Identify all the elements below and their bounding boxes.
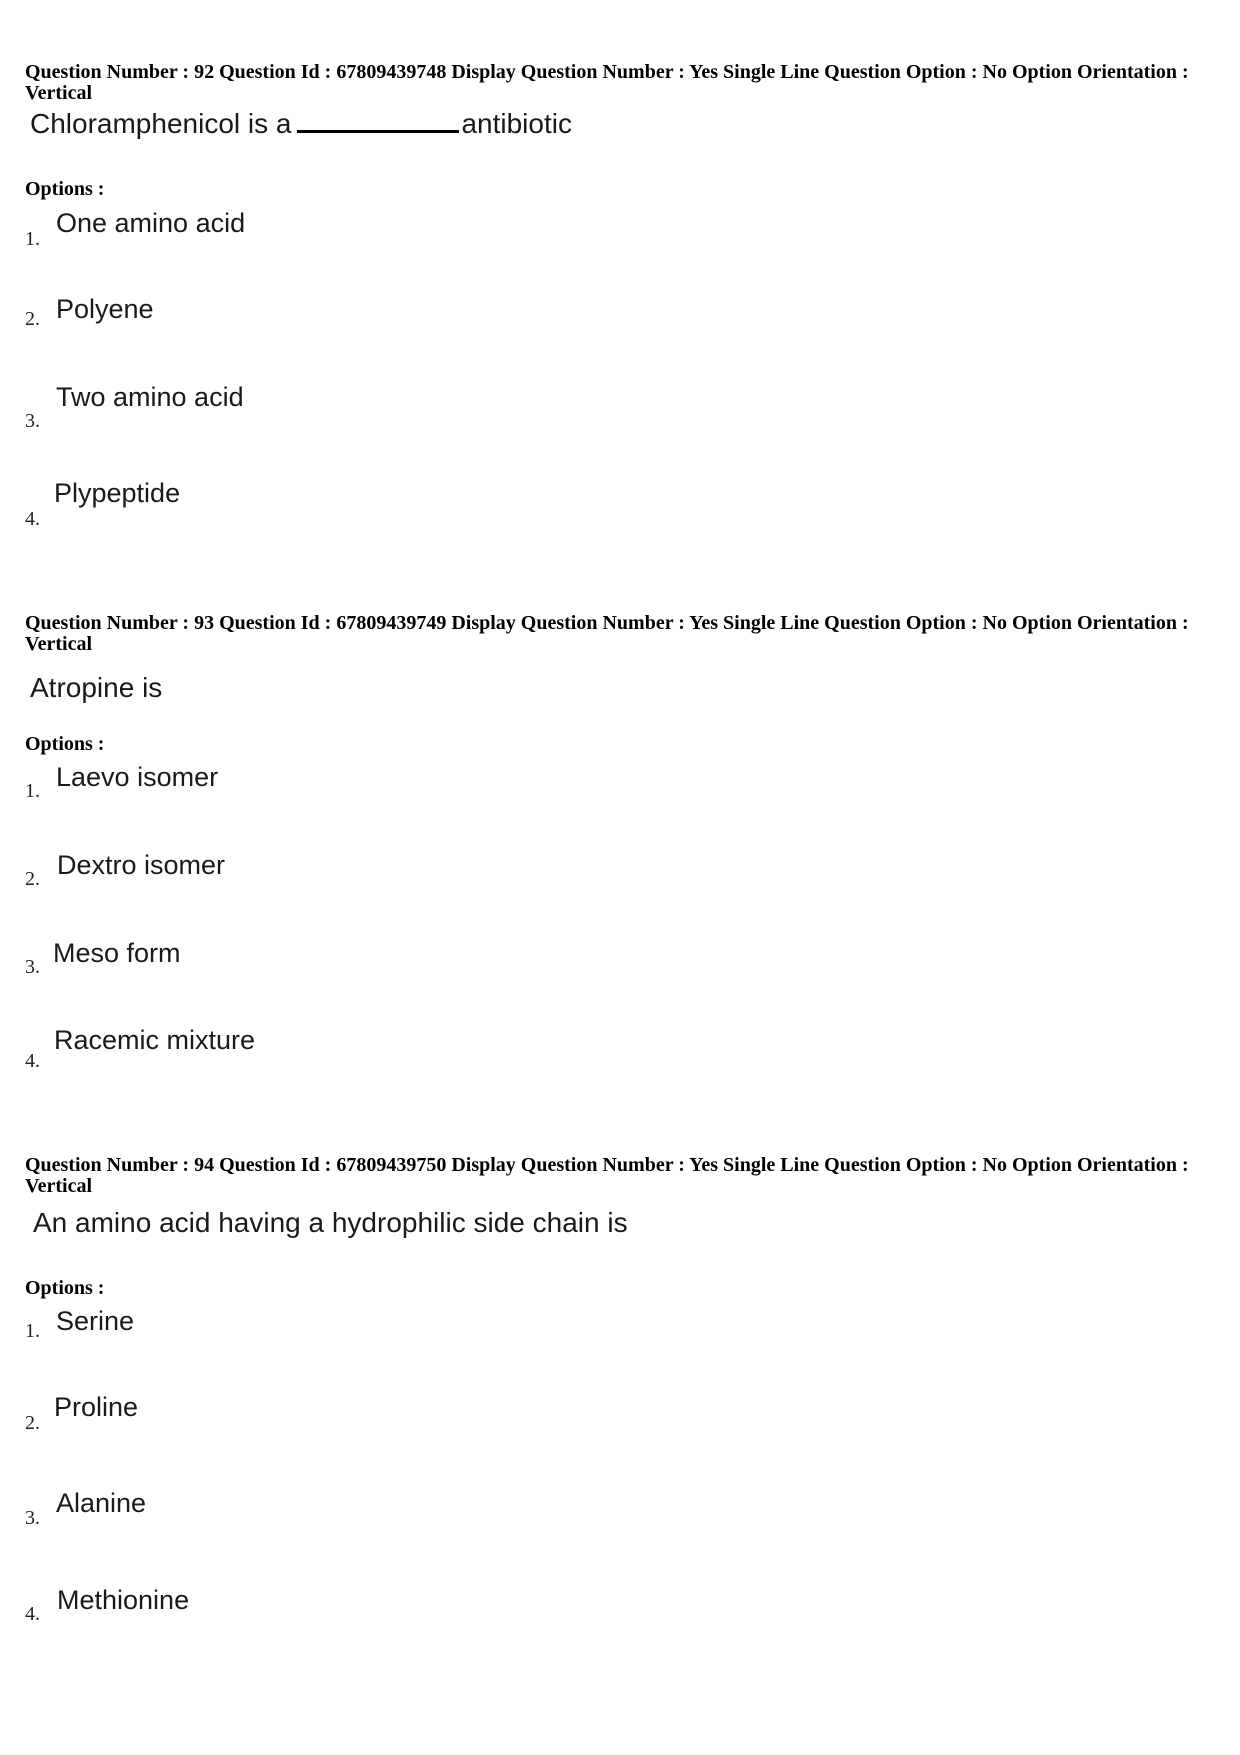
option-text[interactable]: Serine	[56, 1306, 135, 1336]
option-number: 1.	[25, 780, 40, 802]
option-text[interactable]: Laevo isomer	[56, 762, 219, 792]
question-text: An amino acid having a hydrophilic side chain is	[33, 1207, 628, 1238]
option-text[interactable]: Alanine	[56, 1488, 147, 1518]
question-93	[25, 613, 1215, 655]
question-94	[25, 1155, 1215, 1197]
question-header: Question Number : 92 Question Id : 67809439748 Display Question Number : Yes Single Line Question Option : No Option Orientation : Vertical	[25, 61, 1189, 104]
question-text: Atropine is	[30, 672, 163, 703]
fill-blank	[297, 108, 459, 133]
option-number: 4.	[25, 1603, 40, 1625]
option-text[interactable]: Proline	[54, 1392, 139, 1422]
question-text-after: antibiotic	[461, 108, 572, 139]
option-number: 3.	[25, 410, 40, 432]
option-text[interactable]: Polyene	[56, 294, 154, 324]
option-number: 2.	[25, 308, 40, 330]
option-text[interactable]: One amino acid	[56, 208, 246, 238]
option-text[interactable]: Meso form	[53, 938, 181, 968]
option-text[interactable]: Racemic mixture	[54, 1025, 256, 1055]
option-text[interactable]: Plypeptide	[54, 478, 181, 508]
question-92	[25, 62, 1215, 104]
option-number: 4.	[25, 508, 40, 530]
option-number: 1.	[25, 228, 40, 250]
option-number: 1.	[25, 1320, 40, 1342]
option-number: 3.	[25, 956, 40, 978]
options-label: Options :	[25, 733, 105, 755]
option-text[interactable]: Dextro isomer	[57, 850, 226, 880]
question-header: Question Number : 94 Question Id : 67809439750 Display Question Number : Yes Single Line Question Option : No Option Orientation : Vertical	[25, 1154, 1189, 1197]
option-text[interactable]: Methionine	[57, 1585, 190, 1615]
question-text-before: Chloramphenicol is a	[30, 108, 292, 139]
question-header: Question Number : 93 Question Id : 67809439749 Display Question Number : Yes Single Line Question Option : No Option Orientation : Vertical	[25, 612, 1189, 655]
options-label: Options :	[25, 178, 105, 200]
options-label: Options :	[25, 1277, 105, 1299]
option-number: 2.	[25, 1412, 40, 1434]
option-number: 3.	[25, 1507, 40, 1529]
option-text[interactable]: Two amino acid	[56, 382, 244, 412]
option-number: 4.	[25, 1050, 40, 1072]
option-number: 2.	[25, 868, 40, 890]
question-text	[30, 108, 572, 140]
